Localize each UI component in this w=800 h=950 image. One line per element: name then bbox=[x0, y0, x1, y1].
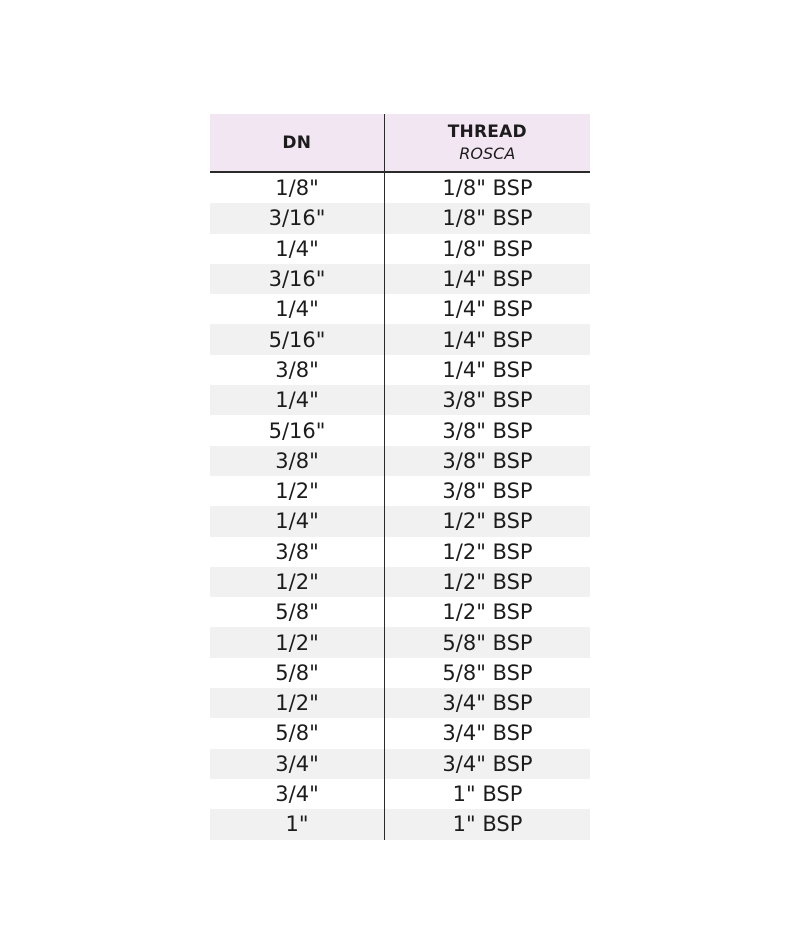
dn-cell: 3/4" bbox=[275, 751, 319, 776]
thread-cell: 3/4" BSP bbox=[384, 749, 590, 779]
thread-cell: 3/4" BSP bbox=[384, 688, 590, 718]
table-row bbox=[210, 324, 590, 354]
dn-cell: 3/8" bbox=[275, 448, 319, 473]
dn-cell: 3/8" bbox=[275, 357, 319, 382]
dn-cell: 5/16" bbox=[268, 418, 326, 443]
table-row bbox=[210, 627, 590, 657]
thread-header-sublabel: ROSCA bbox=[459, 144, 516, 163]
dn-cell: 5/8" bbox=[275, 721, 319, 746]
table-row bbox=[210, 476, 590, 506]
thread-cell: 1" BSP bbox=[384, 809, 590, 839]
dn-thread-table bbox=[210, 114, 590, 840]
dn-cell: 5/16" bbox=[268, 327, 326, 352]
thread-cell: 1/4" BSP bbox=[384, 294, 590, 324]
dn-cell: 3/16" bbox=[268, 206, 326, 231]
thread-cell: 3/8" BSP bbox=[384, 446, 590, 476]
dn-cell: 1" bbox=[285, 812, 309, 837]
table-row bbox=[210, 173, 590, 203]
dn-cell: 1/2" bbox=[275, 479, 319, 504]
thread-cell: 3/8" BSP bbox=[384, 385, 590, 415]
thread-cell: 3/4" BSP bbox=[384, 718, 590, 748]
dn-cell: 1/4" bbox=[275, 297, 319, 322]
table-row bbox=[210, 415, 590, 445]
table-row bbox=[210, 355, 590, 385]
thread-cell: 1/4" BSP bbox=[384, 264, 590, 294]
dn-cell: 5/8" bbox=[275, 660, 319, 685]
thread-cell: 1" BSP bbox=[384, 779, 590, 809]
dn-cell: 5/8" bbox=[275, 600, 319, 625]
dn-cell: 1/8" bbox=[275, 176, 319, 201]
thread-cell: 1/8" BSP bbox=[384, 203, 590, 233]
table-row bbox=[210, 234, 590, 264]
table-row bbox=[210, 506, 590, 536]
dn-cell: 1/4" bbox=[275, 388, 319, 413]
table-row bbox=[210, 718, 590, 748]
thread-cell: 3/8" BSP bbox=[384, 476, 590, 506]
dn-cell: 3/4" bbox=[275, 782, 319, 807]
table-row bbox=[210, 658, 590, 688]
thread-cell: 5/8" BSP bbox=[384, 627, 590, 657]
dn-column-header bbox=[210, 114, 384, 171]
table-row bbox=[210, 597, 590, 627]
table-row bbox=[210, 567, 590, 597]
table-row bbox=[210, 779, 590, 809]
table-row bbox=[210, 203, 590, 233]
thread-cell: 1/2" BSP bbox=[384, 597, 590, 627]
thread-cell: 1/4" BSP bbox=[384, 324, 590, 354]
thread-cell: 1/4" BSP bbox=[384, 355, 590, 385]
table-row bbox=[210, 749, 590, 779]
dn-cell: 3/8" bbox=[275, 539, 319, 564]
table-row bbox=[210, 537, 590, 567]
dn-cell: 3/16" bbox=[268, 267, 326, 292]
table-row bbox=[210, 264, 590, 294]
dn-cell: 1/4" bbox=[275, 236, 319, 261]
table-header bbox=[210, 114, 590, 173]
dn-header-label: DN bbox=[282, 132, 312, 153]
thread-cell: 3/8" BSP bbox=[384, 415, 590, 445]
thread-cell: 1/2" BSP bbox=[384, 506, 590, 536]
table-row bbox=[210, 688, 590, 718]
dn-cell: 1/4" bbox=[275, 509, 319, 534]
dn-cell: 1/2" bbox=[275, 691, 319, 716]
dn-cell: 1/2" bbox=[275, 570, 319, 594]
thread-cell: 1/8" BSP bbox=[384, 173, 590, 203]
table-body bbox=[210, 173, 590, 840]
table-row bbox=[210, 809, 590, 839]
thread-header-label: THREAD bbox=[447, 122, 527, 142]
table-row bbox=[210, 446, 590, 476]
thread-cell: 5/8" BSP bbox=[384, 658, 590, 688]
table-row bbox=[210, 294, 590, 324]
thread-cell: 1/2" BSP bbox=[384, 567, 590, 597]
thread-column-header bbox=[384, 114, 590, 171]
table-row bbox=[210, 385, 590, 415]
thread-cell: 1/2" BSP bbox=[384, 537, 590, 567]
dn-cell: 1/2" bbox=[275, 630, 319, 655]
thread-cell: 1/8" BSP bbox=[384, 234, 590, 264]
